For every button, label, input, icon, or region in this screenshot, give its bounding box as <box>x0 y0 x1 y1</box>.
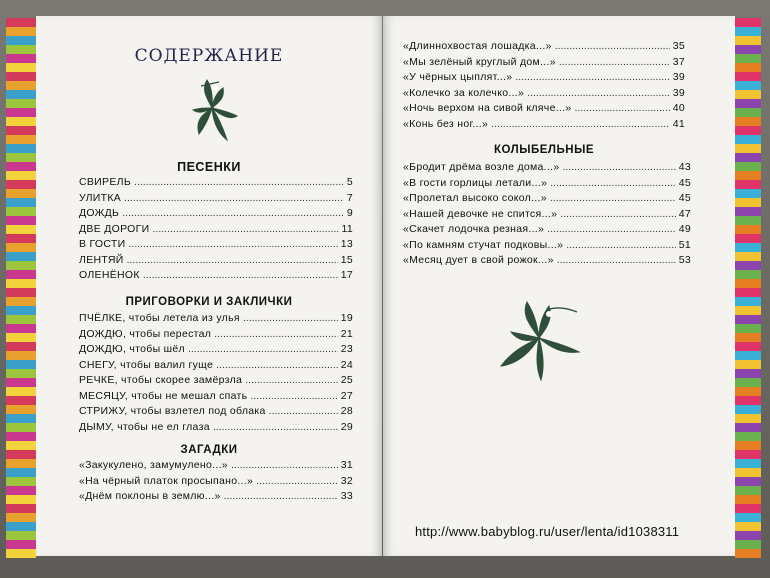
toc-entry-page: 47 <box>678 207 691 220</box>
toc-entry-title: СНЕГУ, чтобы валил гуще <box>79 358 214 371</box>
toc-entry-page: 19 <box>340 312 353 324</box>
leader-dots <box>216 359 338 371</box>
toc-entry[interactable] <box>79 459 353 475</box>
toc-entry[interactable] <box>79 490 353 506</box>
toc-entry-page: 32 <box>340 474 353 487</box>
section-heading: ПЕСЕНКИ <box>177 160 241 174</box>
leader-dots <box>560 208 675 220</box>
toc-entry[interactable] <box>79 343 353 359</box>
toc-entry-page: 43 <box>678 161 691 173</box>
toc-entry[interactable] <box>79 269 353 285</box>
bird-ornament-icon <box>491 292 587 386</box>
toc-entry-page: 33 <box>340 490 353 502</box>
toc-entry[interactable] <box>403 177 691 193</box>
toc-list <box>79 176 353 285</box>
book-cover-edge-right <box>735 18 761 558</box>
toc-entry-title: «Ночь верхом на сивой кляче...» <box>403 102 572 114</box>
leader-dots <box>124 192 344 204</box>
toc-list <box>403 161 691 270</box>
leader-dots <box>250 390 337 402</box>
toc-entry[interactable] <box>403 87 685 103</box>
toc-entry-title: ПЧЁЛКЕ, чтобы летела из улья <box>79 312 240 324</box>
toc-entry[interactable] <box>79 374 353 390</box>
toc-entry[interactable] <box>79 192 353 208</box>
toc-entry-page: 29 <box>340 420 353 433</box>
left-page <box>36 16 382 556</box>
leader-dots <box>213 421 338 433</box>
toc-entry-page: 37 <box>672 55 685 68</box>
leader-dots <box>575 102 670 114</box>
toc-entry-page: 35 <box>672 40 685 52</box>
toc-entry-page: 28 <box>340 405 353 417</box>
toc-entry-page: 23 <box>340 343 353 355</box>
toc-entry[interactable] <box>403 56 685 72</box>
leader-dots <box>127 254 338 266</box>
leader-dots <box>557 254 676 266</box>
toc-entry[interactable] <box>79 176 353 192</box>
leader-dots <box>269 405 338 417</box>
toc-entry[interactable] <box>403 208 691 224</box>
toc-entry[interactable] <box>79 421 353 437</box>
toc-entry[interactable] <box>79 238 353 254</box>
toc-entry-page: 45 <box>678 192 691 204</box>
toc-entry-title: «Скачет лодочка резная...» <box>403 223 545 235</box>
toc-entry-page: 39 <box>672 71 685 83</box>
leader-dots <box>566 239 675 251</box>
toc-entry-title: МЕСЯЦУ, чтобы не мешал спать <box>79 389 248 402</box>
toc-entry-title: ДОЖДЮ, чтобы перестал <box>79 327 212 340</box>
leader-dots <box>562 161 675 173</box>
toc-entry-title: «Длиннохвостая лошадка...» <box>403 40 552 52</box>
leader-dots <box>128 238 337 250</box>
toc-entry[interactable] <box>79 390 353 406</box>
toc-entry-page: 53 <box>678 254 691 266</box>
toc-entry-title: «Нашей девочке не спится...» <box>403 207 558 220</box>
toc-entry-title: ДОЖДЮ, чтобы шёл <box>79 343 185 355</box>
toc-entry-title: ДВЕ ДОРОГИ <box>79 222 150 235</box>
toc-entry-title: УЛИТКА <box>79 191 122 204</box>
toc-entry-page: 5 <box>346 176 353 188</box>
toc-entry[interactable] <box>403 254 691 270</box>
toc-list <box>79 459 353 506</box>
leader-dots <box>188 343 338 355</box>
toc-entry-page: 39 <box>672 86 685 99</box>
section-heading: ПРИГОВОРКИ И ЗАКЛИЧКИ <box>125 296 293 308</box>
leader-dots <box>550 177 675 189</box>
toc-entry-page: 40 <box>672 102 685 114</box>
leader-dots <box>143 269 338 281</box>
toc-entry-title: «Закукулено, замумулено...» <box>79 459 228 471</box>
leader-dots <box>527 87 670 99</box>
toc-entry-title: ДЫМУ, чтобы не ел глаза <box>79 420 210 433</box>
toc-entry-page: 13 <box>340 238 353 250</box>
leader-dots <box>555 40 670 52</box>
toc-entry-page: 11 <box>341 222 353 235</box>
toc-entry-title: «Пролетал высоко сокол...» <box>403 192 547 204</box>
toc-entry-title: ЛЕНТЯЙ <box>79 253 124 266</box>
bird-ornament-icon <box>179 68 245 148</box>
leader-dots <box>134 176 344 188</box>
toc-entry[interactable] <box>403 40 685 56</box>
leader-dots <box>550 192 676 204</box>
toc-entry-page: 21 <box>340 327 353 340</box>
section-heading: КОЛЫБЕЛЬНЫЕ <box>493 144 594 156</box>
toc-entry[interactable] <box>403 223 691 239</box>
leader-dots <box>214 328 338 340</box>
toc-entry-title: «Бродит дрёма возле дома...» <box>403 161 560 173</box>
section-heading: ЗАГАДКИ <box>180 444 238 456</box>
toc-entry-title: «Месяц дует в свой рожок...» <box>403 254 554 266</box>
toc-entry-page: 27 <box>340 389 353 402</box>
toc-entry-title: «Мы зелёный круглый дом...» <box>403 55 556 68</box>
watermark-url: http://www.babyblog.ru/user/lenta/id1038311 <box>415 524 680 539</box>
toc-entry-page: 25 <box>340 374 353 386</box>
toc-entry[interactable] <box>403 192 691 208</box>
right-page <box>383 16 735 556</box>
toc-entry-page: 45 <box>678 176 691 189</box>
leader-dots <box>547 223 676 235</box>
toc-entry-page: 31 <box>340 459 353 471</box>
leader-dots <box>515 71 669 83</box>
toc-entry-title: «По камням стучат подковы...» <box>403 238 564 251</box>
toc-entry-title: «Конь без ног...» <box>403 117 489 130</box>
toc-entry-page: 9 <box>346 207 353 219</box>
toc-entry-page: 41 <box>672 117 685 130</box>
leader-dots <box>491 118 670 130</box>
leader-dots <box>559 56 670 68</box>
leader-dots <box>122 207 344 219</box>
leader-dots <box>231 459 338 471</box>
toc-entry-title: «Колечко за колечко...» <box>403 86 525 99</box>
toc-entry[interactable] <box>79 328 353 344</box>
toc-entry-page: 49 <box>678 223 691 235</box>
leader-dots <box>245 374 338 386</box>
toc-entry-title: «Днём поклоны в землю...» <box>79 490 221 502</box>
toc-entry-title: ОЛЕНЁНОК <box>79 269 140 281</box>
toc-entry[interactable] <box>79 475 353 491</box>
toc-entry[interactable] <box>403 118 685 134</box>
toc-entry[interactable] <box>79 254 353 270</box>
toc-entry-page: 7 <box>346 191 353 204</box>
toc-entry[interactable] <box>79 359 353 375</box>
toc-list <box>79 312 353 436</box>
toc-entry-title: СВИРЕЛЬ <box>79 176 132 188</box>
toc-entry-title: «На чёрный платок просыпано...» <box>79 474 254 487</box>
toc-entry-title: В ГОСТИ <box>79 238 126 250</box>
toc-entry-title: ДОЖДЬ <box>79 207 120 219</box>
toc-entry[interactable] <box>79 223 353 239</box>
toc-list <box>403 40 685 133</box>
toc-entry[interactable] <box>403 161 691 177</box>
toc-entry[interactable] <box>403 102 685 118</box>
leader-dots <box>256 475 338 487</box>
toc-title: СОДЕРЖАНИЕ <box>134 46 284 66</box>
toc-entry[interactable] <box>403 71 685 87</box>
leader-dots <box>153 223 339 235</box>
toc-entry[interactable] <box>79 405 353 421</box>
toc-entry-title: «У чёрных цыплят...» <box>403 71 513 83</box>
toc-entry-page: 17 <box>340 269 353 281</box>
toc-entry-page: 24 <box>340 358 353 371</box>
toc-entry-title: СТРИЖУ, чтобы взлетел под облака <box>79 405 266 417</box>
toc-entry[interactable] <box>79 207 353 223</box>
leader-dots <box>224 490 338 502</box>
leader-dots <box>243 312 338 324</box>
toc-entry-title: «В гости горлицы летали...» <box>403 176 548 189</box>
toc-entry[interactable] <box>403 239 691 255</box>
toc-entry-page: 51 <box>678 238 691 251</box>
book-cover-edge-left <box>6 18 36 558</box>
toc-entry-page: 15 <box>340 253 353 266</box>
toc-entry[interactable] <box>79 312 353 328</box>
toc-entry-title: РЕЧКЕ, чтобы скорее замёрзла <box>79 374 243 386</box>
